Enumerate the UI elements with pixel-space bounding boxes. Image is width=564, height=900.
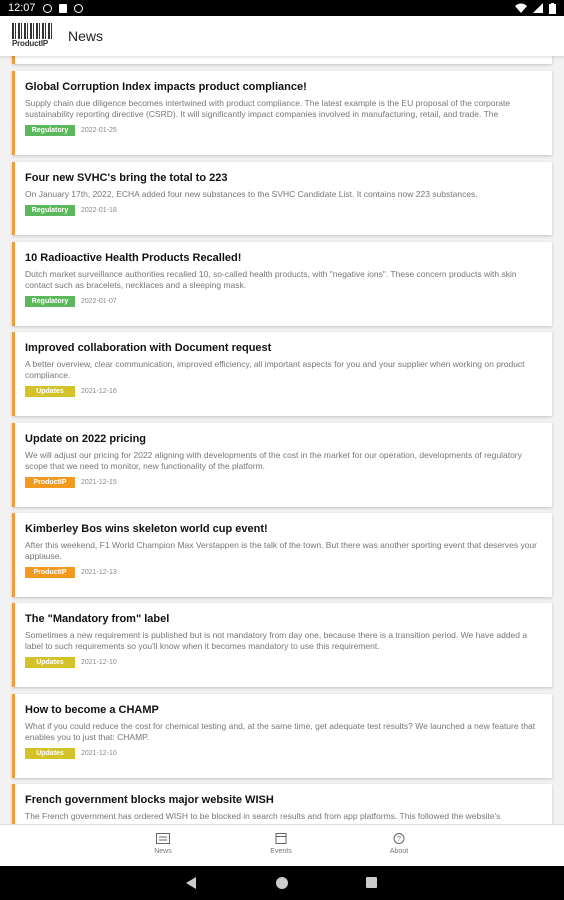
news-title: 10 Radioactive Health Products Recalled! xyxy=(25,252,242,264)
home-icon[interactable] xyxy=(276,877,288,889)
news-meta xyxy=(25,125,540,136)
news-date: 2021-12-13 xyxy=(81,569,117,576)
nav-label-news: News xyxy=(154,848,172,855)
news-title: Update on 2022 pricing xyxy=(25,433,147,445)
news-list[interactable] xyxy=(0,56,564,824)
category-badge: ProductIP xyxy=(25,567,75,578)
news-card[interactable] xyxy=(12,332,552,416)
news-card[interactable] xyxy=(12,513,552,597)
page-title: News xyxy=(68,28,104,44)
news-title: Four new SVHC's bring the total to 223 xyxy=(25,172,228,184)
bottom-navigation xyxy=(0,824,564,866)
news-title: Kimberley Bos wins skeleton world cup event! xyxy=(25,523,268,535)
news-excerpt: Supply chain due diligence becomes intertwined with product compliance. The latest example is the EU proposal of the corporate sustainability reporting directive (CSRD). It will significantly impact companies involved in manufacturing, retail, and trade. The xyxy=(25,98,511,119)
news-meta xyxy=(25,657,540,668)
battery-icon xyxy=(549,3,556,14)
nav-item-about[interactable] xyxy=(369,833,429,855)
news-excerpt: A better overview, clear communication, improved efficiency, all important aspects for you and your supplier when working on product compliance. xyxy=(25,359,525,380)
svg-text:?: ? xyxy=(397,836,401,843)
news-meta xyxy=(25,477,540,488)
news-excerpt: We will adjust our pricing for 2022 aligning with developments of the cost in the market for our operation, developments of regulatory scope that we need to monitor, new functionality of the platform. xyxy=(25,450,522,471)
nav-label-about: About xyxy=(389,848,409,855)
category-badge: Updates xyxy=(25,386,75,397)
news-card[interactable] xyxy=(12,603,552,687)
news-title: Improved collaboration with Document request xyxy=(25,342,272,354)
news-date: 2022-01-07 xyxy=(81,298,117,305)
news-card-top-partial[interactable] xyxy=(12,56,552,64)
category-badge: Regulatory xyxy=(25,296,75,307)
category-badge: Updates xyxy=(25,748,75,759)
news-card[interactable] xyxy=(12,423,552,507)
news-excerpt: What if you could reduce the cost for chemical testing and, at the same time, get adequate test results? We launched a new feature that enables you to just that: CHAMP. xyxy=(25,721,536,742)
news-meta xyxy=(25,567,540,578)
news-card[interactable] xyxy=(12,784,552,824)
category-badge: ProductIP xyxy=(25,477,75,488)
nav-item-events[interactable] xyxy=(251,833,311,855)
calendar-icon xyxy=(274,833,288,844)
news-date: 2022-01-25 xyxy=(81,127,117,134)
news-excerpt: Sometimes a new requirement is published but is not mandatory from day one, because there is a transition period. We have added a label to such requirements so you'll know when it becomes mandatory to use this requirement. xyxy=(25,630,528,651)
app-bar xyxy=(0,16,564,56)
category-badge: Regulatory xyxy=(25,205,75,216)
nav-label-events: Events xyxy=(270,848,292,855)
news-meta xyxy=(25,386,540,397)
news-card[interactable] xyxy=(12,71,552,155)
notification-icon-2 xyxy=(74,4,83,13)
news-title: The "Mandatory from" label xyxy=(25,613,170,625)
news-meta xyxy=(25,748,540,759)
news-card[interactable] xyxy=(12,162,552,235)
recents-icon[interactable] xyxy=(366,877,377,888)
news-card[interactable] xyxy=(12,694,552,778)
back-icon[interactable] xyxy=(186,877,196,889)
news-title: How to become a CHAMP xyxy=(25,704,159,716)
signal-icon xyxy=(533,3,543,13)
news-title: French government blocks major website WISH xyxy=(25,794,274,806)
sim-icon xyxy=(59,4,67,13)
news-card[interactable] xyxy=(12,242,552,326)
news-excerpt: On January 17th, 2022, ECHA added four new substances to the SVHC Candidate List. It contains now 223 substances. xyxy=(25,189,478,199)
news-date: 2021-12-15 xyxy=(81,479,117,486)
nav-item-news[interactable] xyxy=(133,833,193,855)
news-title: Global Corruption Index impacts product compliance! xyxy=(25,81,307,93)
news-date: 2021-12-10 xyxy=(81,659,117,666)
news-excerpt: Dutch market surveillance authorities recalled 10, so-called health products, with "negative ions". These concern products with skin contact such as bracelets, necklaces and a sleeping mask. xyxy=(25,269,517,290)
wifi-icon xyxy=(515,3,527,13)
news-icon xyxy=(156,833,170,844)
news-date: 2022-01-18 xyxy=(81,207,117,214)
news-excerpt: After this weekend, F1 World Champion Max Verstappen is the talk of the town. But there was another sporting event that deserves your applause. xyxy=(25,540,538,561)
notification-icon xyxy=(43,4,52,13)
system-navigation-bar xyxy=(0,866,564,900)
status-time: 12:07 xyxy=(8,2,36,14)
news-meta xyxy=(25,205,540,216)
news-date: 2021-12-10 xyxy=(81,750,117,757)
productip-logo: ProductIP xyxy=(12,23,54,49)
news-excerpt: The French government has ordered WISH to be blocked in search results and from app platforms. This followed the website's xyxy=(25,811,501,821)
help-icon xyxy=(392,833,406,844)
news-date: 2021-12-16 xyxy=(81,388,117,395)
category-badge: Regulatory xyxy=(25,125,75,136)
category-badge: Updates xyxy=(25,657,75,668)
news-meta xyxy=(25,296,540,307)
status-bar xyxy=(0,0,564,16)
